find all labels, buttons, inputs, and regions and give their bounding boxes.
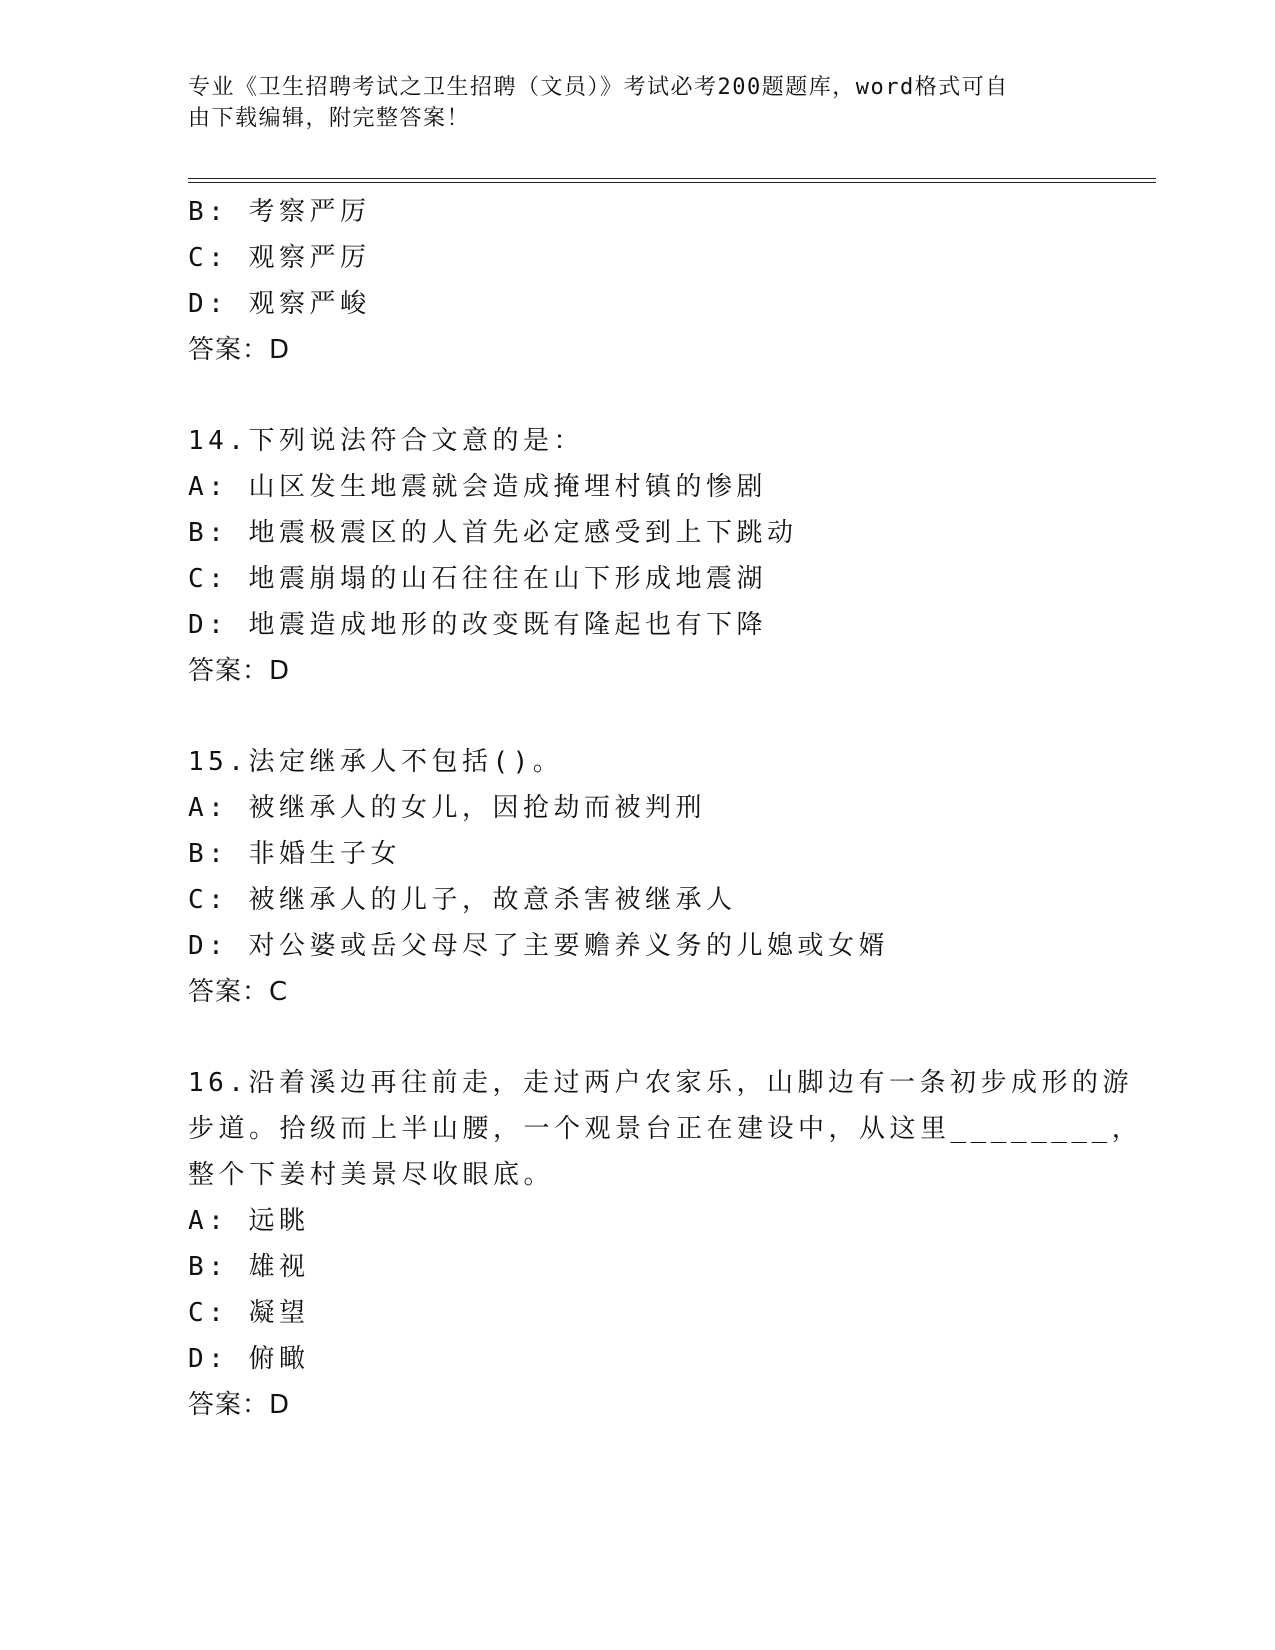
- answer-line: 答案：C: [188, 977, 289, 1007]
- option-b: B: 地震极震区的人首先必定感受到上下跳动: [188, 518, 798, 548]
- option-b: B: 雄视: [188, 1252, 310, 1282]
- question-15: [188, 739, 1148, 1015]
- question-list: [188, 189, 1148, 1428]
- option-c: C: 观察严厉: [188, 243, 371, 273]
- header-line: 专业《卫生招聘考试之卫生招聘（文员）》考试必考200题题库，word格式可自: [188, 75, 1009, 100]
- option-d: D: 对公婆或岳父母尽了主要赡养义务的儿媳或女婿: [188, 931, 889, 961]
- option-c: C: 被继承人的儿子，故意杀害被继承人: [188, 885, 737, 915]
- spacer: [188, 373, 1148, 418]
- option-d: D: 地震造成地形的改变既有隆起也有下降: [188, 610, 767, 640]
- question-16: [188, 1060, 1148, 1428]
- header-divider: [188, 178, 1156, 179]
- option-c: C: 地震崩塌的山石往往在山下形成地震湖: [188, 564, 767, 594]
- spacer: [188, 1015, 1148, 1060]
- option-a: A: 被继承人的女儿，因抢劫而被判刑: [188, 793, 706, 823]
- question-stem: 步道。拾级而上半山腰，一个观景台正在建设中，从这里________，: [188, 1114, 1143, 1144]
- option-a: A: 远眺: [188, 1206, 310, 1236]
- spacer: [188, 694, 1148, 739]
- option-d: D: 俯瞰: [188, 1344, 310, 1374]
- option-a: A: 山区发生地震就会造成掩埋村镇的惨剧: [188, 472, 767, 502]
- answer-line: 答案：D: [188, 1390, 291, 1420]
- answer-line: 答案：D: [188, 335, 291, 365]
- header-line: 由下载编辑，附完整答案！: [188, 106, 471, 131]
- answer-line: 答案：D: [188, 656, 291, 686]
- question-stem: 整个下姜村美景尽收眼底。: [188, 1160, 555, 1190]
- option-d: D: 观察严峻: [188, 289, 371, 319]
- question-13-fragment: [188, 189, 1148, 373]
- question-stem: 15.法定继承人不包括()。: [188, 747, 564, 777]
- question-stem: 14.下列说法符合文意的是：: [188, 426, 584, 456]
- option-c: C: 凝望: [188, 1298, 310, 1328]
- question-stem: 16.沿着溪边再往前走，走过两户农家乐，山脚边有一条初步成形的游: [188, 1068, 1133, 1098]
- question-14: [188, 418, 1148, 694]
- document-header: [188, 72, 1068, 134]
- header-divider: [188, 182, 1156, 183]
- option-b: B: 考察严厉: [188, 197, 371, 227]
- option-b: B: 非婚生子女: [188, 839, 401, 869]
